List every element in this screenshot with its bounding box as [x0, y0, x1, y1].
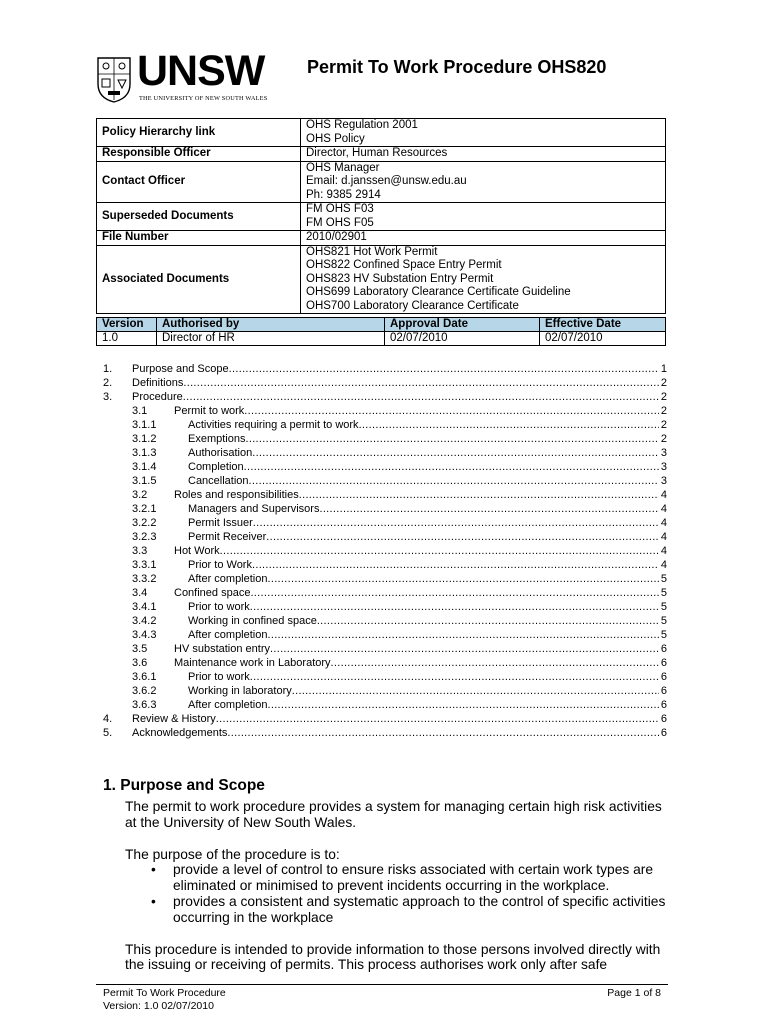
toc-page: 2	[660, 419, 667, 431]
approval-date-header: Approval Date	[385, 318, 540, 332]
approval-date-value: 02/07/2010	[385, 332, 540, 346]
section-body	[125, 799, 670, 989]
info-value	[301, 231, 666, 246]
toc-entry[interactable]	[103, 488, 667, 502]
toc-entry[interactable]	[103, 670, 667, 684]
toc-leader	[267, 698, 658, 712]
toc-leader	[249, 474, 659, 488]
info-value-line: FM OHS F03	[306, 203, 374, 215]
list-item	[151, 894, 670, 926]
toc-title: Prior to work	[188, 671, 250, 683]
toc-page: 5	[660, 573, 667, 585]
document-title: Permit To Work Procedure OHS820	[307, 57, 607, 77]
info-value	[301, 203, 666, 231]
unsw-subtitle: THE UNIVERSITY OF NEW SOUTH WALES	[139, 95, 268, 102]
toc-number: 5.	[103, 727, 113, 739]
toc-title: Cancellation	[188, 475, 249, 487]
toc-number: 3.1.4	[132, 461, 157, 473]
toc-entry[interactable]	[103, 628, 667, 642]
toc-leader	[266, 530, 659, 544]
toc-page: 4	[660, 517, 667, 529]
toc-title: Exemptions	[188, 433, 246, 445]
toc-title: Acknowledgements	[132, 727, 228, 739]
paragraph: The purpose of the procedure is to:	[125, 846, 340, 862]
toc-entry[interactable]	[103, 446, 667, 460]
toc-title: Permit Receiver	[188, 531, 267, 543]
list-item-text: provide a level of control to ensure risks associated with certain work types are eliminated or minimised to prevent incidents occurring in the workplace.	[173, 862, 654, 894]
toc-entry[interactable]	[103, 376, 667, 390]
toc-number: 3.3.2	[132, 573, 157, 585]
toc-title: Purpose and Scope	[132, 363, 229, 375]
authorised-by-value: Director of HR	[157, 332, 385, 346]
toc-title: Activities requiring a permit to work	[188, 419, 359, 431]
info-row	[97, 203, 666, 231]
toc-entry[interactable]	[103, 684, 667, 698]
toc-number: 3.5	[132, 643, 148, 655]
info-label: Policy Hierarchy link	[97, 119, 301, 147]
info-value-line: Ph: 9385 2914	[306, 188, 381, 201]
toc-number: 3.	[103, 391, 113, 403]
toc-entry[interactable]	[103, 712, 667, 726]
toc-page: 3	[660, 461, 667, 473]
toc-leader	[229, 362, 659, 376]
unsw-wordmark: UNSW	[137, 47, 265, 95]
info-row	[97, 231, 666, 246]
toc-leader	[250, 670, 659, 684]
toc-title: Definitions	[132, 377, 184, 389]
info-label: File Number	[97, 231, 301, 246]
toc-page: 1	[660, 363, 667, 375]
toc-page: 4	[660, 559, 667, 571]
toc-title: Maintenance work in Laboratory	[174, 657, 331, 669]
unsw-crest-icon	[96, 56, 132, 104]
toc-leader	[250, 600, 659, 614]
info-label: Superseded Documents	[97, 203, 301, 231]
table-of-contents	[103, 362, 667, 740]
toc-title: Completion	[188, 461, 244, 473]
toc-number: 3.4.1	[132, 601, 157, 613]
toc-number: 3.4	[132, 587, 148, 599]
toc-title: Working in confined space	[188, 615, 317, 627]
footer-doc-name: Permit To Work Procedure	[103, 987, 226, 999]
toc-leader	[250, 586, 658, 600]
toc-title: HV substation entry	[174, 643, 270, 655]
toc-entry[interactable]	[103, 404, 667, 418]
toc-title: Permit to work	[174, 405, 245, 417]
info-value-line: OHS Policy	[306, 132, 365, 145]
toc-page: 6	[660, 699, 667, 711]
toc-entry[interactable]	[103, 516, 667, 530]
toc-number: 3.2.3	[132, 531, 157, 543]
toc-page: 6	[660, 643, 667, 655]
toc-entry[interactable]	[103, 390, 667, 404]
toc-entry[interactable]	[103, 698, 667, 712]
toc-number: 3.1.3	[132, 447, 157, 459]
toc-leader	[292, 684, 659, 698]
toc-title: Authorisation	[188, 447, 253, 459]
info-value-line: FM OHS F05	[306, 216, 374, 229]
page-number: Page 1 of 8	[607, 987, 661, 999]
toc-page: 6	[660, 713, 667, 725]
info-value-line: OHS699 Laboratory Clearance Certificate Guideline	[306, 286, 571, 298]
paragraph: This procedure is intended to provide information to those persons involved directly with the issuing or receiving of permits. This process authorises work only after safe	[125, 941, 661, 973]
toc-entry[interactable]	[103, 600, 667, 614]
toc-leader	[317, 614, 659, 628]
info-value-line: OHS Manager	[306, 161, 380, 174]
info-value	[301, 161, 666, 203]
toc-leader	[183, 390, 659, 404]
toc-entry[interactable]	[103, 642, 667, 656]
toc-entry[interactable]	[103, 572, 667, 586]
info-value-line: OHS823 HV Substation Entry Permit	[306, 272, 494, 285]
toc-number: 3.4.2	[132, 615, 157, 627]
info-value	[301, 119, 666, 147]
toc-entry[interactable]	[103, 432, 667, 446]
toc-leader	[253, 516, 659, 530]
toc-page: 3	[660, 447, 667, 459]
toc-title: Procedure	[132, 391, 183, 403]
toc-title: Prior to Work	[188, 559, 252, 571]
toc-title: After completion	[188, 629, 268, 641]
toc-title: After completion	[188, 699, 268, 711]
toc-number: 3.6.1	[132, 671, 157, 683]
toc-number: 3.2.1	[132, 503, 157, 515]
info-value-line: OHS Regulation 2001	[306, 119, 418, 131]
footer-version: Version: 1.0 02/07/2010	[103, 999, 214, 1012]
toc-page: 2	[660, 433, 667, 445]
effective-date-header: Effective Date	[540, 318, 666, 332]
toc-number: 3.1	[132, 405, 148, 417]
toc-number: 3.2.2	[132, 517, 157, 529]
toc-page: 6	[660, 685, 667, 697]
toc-title: Hot Work	[174, 545, 220, 557]
toc-leader	[267, 572, 658, 586]
toc-page: 5	[660, 615, 667, 627]
version-header: Version	[97, 318, 157, 332]
toc-number: 4.	[103, 713, 113, 725]
toc-page: 3	[660, 475, 667, 487]
list-item	[151, 862, 670, 894]
info-value	[301, 147, 666, 162]
toc-number: 3.1.5	[132, 475, 157, 487]
toc-entry[interactable]	[103, 530, 667, 544]
toc-title: Working in laboratory	[188, 685, 292, 697]
toc-title: Roles and responsibilities	[174, 489, 299, 501]
toc-entry[interactable]	[103, 656, 667, 670]
toc-page: 4	[660, 503, 667, 515]
toc-page: 5	[660, 629, 667, 641]
toc-number: 3.2	[132, 489, 148, 501]
info-row	[97, 245, 666, 314]
info-value-line: Director, Human Resources	[306, 147, 448, 159]
toc-number: 3.6.2	[132, 685, 157, 697]
toc-leader	[244, 460, 659, 474]
info-value-line: OHS822 Confined Space Entry Permit	[306, 259, 502, 271]
info-value-line: Email: d.janssen@unsw.edu.au	[306, 175, 467, 187]
toc-leader	[270, 642, 659, 656]
toc-number: 2.	[103, 377, 113, 389]
toc-number: 3.6	[132, 657, 148, 669]
toc-page: 2	[660, 391, 667, 403]
toc-number: 3.1.1	[132, 419, 157, 431]
toc-page: 4	[660, 489, 667, 501]
toc-entry[interactable]	[103, 502, 667, 516]
toc-page: 6	[660, 657, 667, 669]
version-table	[96, 317, 666, 346]
toc-leader	[220, 544, 659, 558]
bullet-icon: •	[151, 893, 156, 909]
toc-page: 2	[660, 405, 667, 417]
toc-leader	[359, 418, 659, 432]
toc-page: 4	[660, 545, 667, 557]
toc-entry[interactable]	[103, 362, 667, 376]
toc-leader	[331, 656, 659, 670]
info-value-line: 2010/02901	[306, 231, 367, 243]
info-value-line: OHS700 Laboratory Clearance Certificate	[306, 299, 519, 312]
toc-page: 6	[660, 671, 667, 683]
toc-page: 4	[660, 531, 667, 543]
paragraph: The permit to work procedure provides a system for managing certain high risk activities at the University of New South Wales.	[125, 799, 662, 830]
toc-entry[interactable]	[103, 418, 667, 432]
toc-number: 3.6.3	[132, 699, 157, 711]
section-heading: 1. Purpose and Scope	[103, 777, 265, 794]
toc-entry[interactable]	[103, 614, 667, 628]
toc-number: 3.3	[132, 545, 148, 557]
bullet-icon: •	[151, 862, 156, 878]
toc-leader	[267, 628, 658, 642]
info-row	[97, 119, 666, 147]
toc-number: 3.3.1	[132, 559, 157, 571]
toc-leader	[245, 432, 658, 446]
toc-title: Managers and Supervisors	[188, 503, 320, 515]
toc-page: 5	[660, 601, 667, 613]
toc-number: 3.4.3	[132, 629, 157, 641]
policy-info-table	[96, 118, 666, 314]
toc-leader	[244, 404, 659, 418]
toc-page: 2	[660, 377, 667, 389]
toc-title: Prior to work	[188, 601, 250, 613]
info-row	[97, 161, 666, 203]
toc-entry[interactable]	[103, 544, 667, 558]
info-row	[97, 147, 666, 162]
toc-entry[interactable]	[103, 474, 667, 488]
toc-leader	[252, 558, 659, 572]
toc-leader	[319, 502, 658, 516]
footer-left	[103, 987, 226, 1012]
toc-leader	[252, 446, 659, 460]
toc-leader	[227, 726, 658, 740]
toc-entry[interactable]	[103, 586, 667, 600]
list-item-text: provides a consistent and systematic approach to the control of specific activities occurring in the workplace	[173, 893, 666, 925]
toc-title: Review & History	[132, 713, 216, 725]
info-label: Responsible Officer	[97, 147, 301, 162]
toc-page: 6	[660, 727, 667, 739]
authorised-by-header: Authorised by	[157, 318, 385, 332]
toc-number: 3.1.2	[132, 433, 157, 445]
footer-divider	[96, 984, 668, 985]
toc-number: 1.	[103, 363, 113, 375]
toc-entry[interactable]	[103, 726, 667, 740]
effective-date-value: 02/07/2010	[540, 332, 666, 346]
toc-entry[interactable]	[103, 460, 667, 474]
toc-entry[interactable]	[103, 558, 667, 572]
toc-title: After completion	[188, 573, 268, 585]
toc-leader	[299, 488, 659, 502]
toc-title: Confined space	[174, 587, 251, 599]
toc-leader	[216, 712, 659, 726]
toc-leader	[183, 376, 659, 390]
info-value-line: OHS821 Hot Work Permit	[306, 245, 438, 258]
toc-page: 5	[660, 587, 667, 599]
info-value	[301, 245, 666, 314]
bullet-list	[125, 862, 670, 925]
info-label: Associated Documents	[97, 245, 301, 314]
version-value: 1.0	[97, 332, 157, 346]
toc-title: Permit Issuer	[188, 517, 253, 529]
info-label: Contact Officer	[97, 161, 301, 203]
